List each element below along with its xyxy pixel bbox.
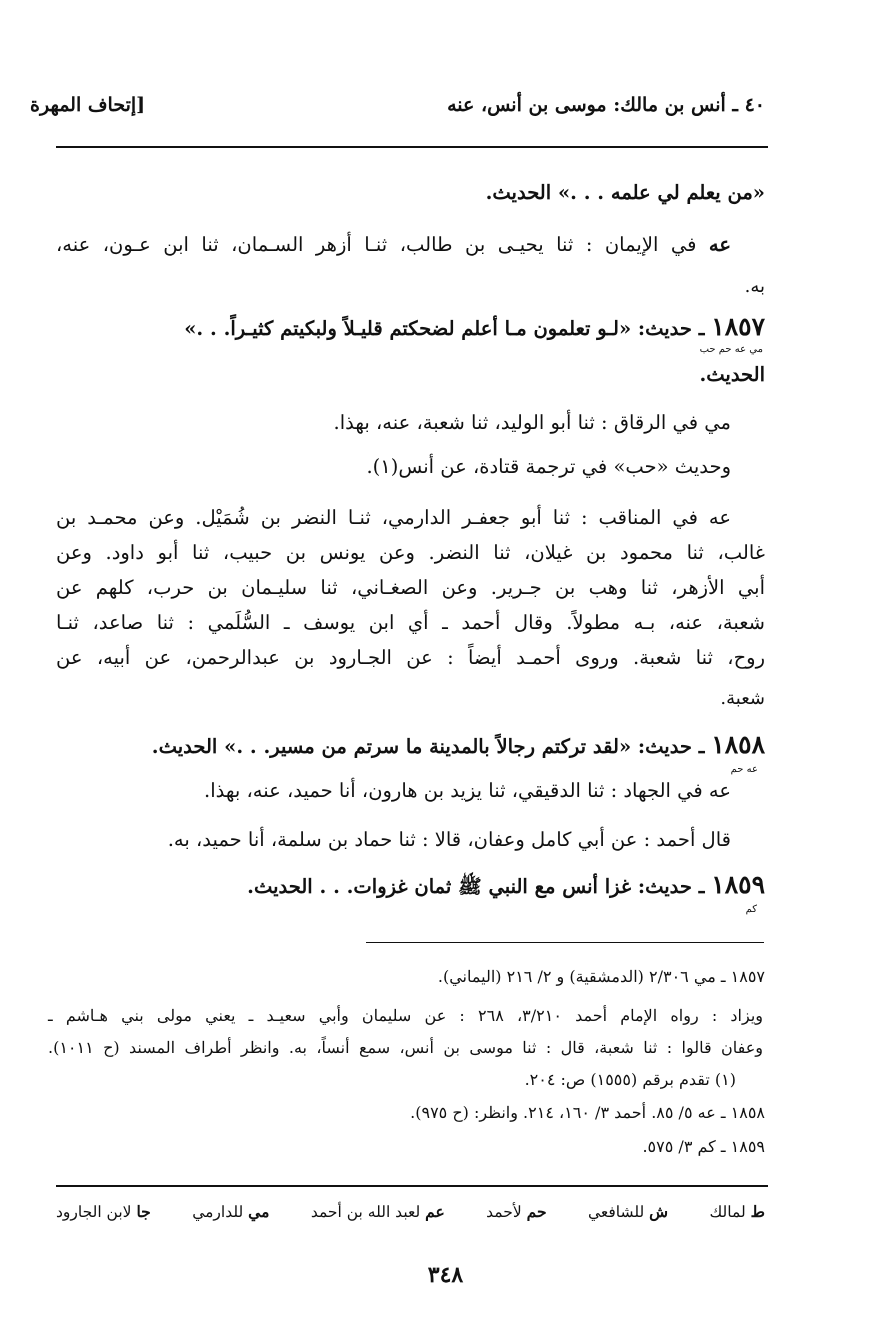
abbreviation-item — [56, 1202, 151, 1221]
header-book-title: [إتحاف المهرة — [30, 94, 146, 116]
text-line: شعبة. — [720, 688, 765, 709]
abbreviation-value: للشافعي — [587, 1203, 645, 1221]
text-line: شعبة، عنه، بـه مطولاً. وقال أحمد ـ أي ابن يوسف ـ السُّلَمي : ثنا صاعد، ثنـا — [56, 611, 765, 634]
footnote-rule — [366, 942, 764, 943]
abbreviation-item — [192, 1202, 269, 1221]
text-line: به. — [744, 276, 765, 297]
hadith-heading-1857 — [56, 312, 765, 344]
abbreviation-item — [709, 1202, 764, 1221]
hadith-sigla: كم — [745, 904, 757, 915]
abbreviation-key: عم — [425, 1202, 445, 1221]
abbreviation-value: للدارمي — [192, 1203, 244, 1221]
text-line: روح، ثنا شعبة. وروى أحمـد أيضاً : عن الجـارود بن عبدالرحمن، عن أبيه، عن — [56, 646, 765, 669]
text-line: غالب، ثنا محمود بن غيلان، ثنا النضر. وعن يونس بن حبيب، ثنا أبو داود. وعن — [56, 541, 765, 564]
abbreviation-key: جا — [136, 1202, 151, 1221]
footnote-line: ١٨٥٨ ـ عه ٥/ ٨٥. أحمد ٣/ ١٦٠، ٢١٤. وانظر: (ح ٩٧٥). — [410, 1103, 765, 1122]
running-header — [30, 94, 765, 128]
text-line: مي في الرقاق : ثنا أبو الوليد، ثنا شعبة، عنه، بهذا. — [333, 411, 731, 434]
text-line: عه في الإيمان : ثنا يحيـى بن طالب، ثنـا أزهر السـمان، ثنا ابن عـون، عنه، — [56, 233, 731, 256]
abbreviation-item — [311, 1202, 445, 1221]
abbreviation-key: ط — [750, 1202, 765, 1221]
text-line: عه في المناقب : ثنا أبو جعفـر الدارمي، ثنـا النضر بن شُمَيْل. وعن محمـد بن — [56, 506, 731, 529]
footnote-line: ١٨٥٧ ـ مي ٢/٣٠٦ (الدمشقية) و ٢/ ٢١٦ (اليماني). — [437, 967, 765, 986]
abbreviation-value: لأحمد — [486, 1203, 522, 1221]
hadith-number: ١٨٥٩ — [711, 870, 765, 899]
hadith-heading-1859 — [56, 870, 765, 902]
hadith-heading-text: ـ حديث: «لقد تركتم رجالاً بالمدينة ما سرتم من مسير. . .» الحديث. — [151, 735, 705, 758]
header-rule — [56, 146, 768, 148]
text-line: قال أحمد : عن أبي كامل وعفان، قالا : ثنا حماد بن سلمة، أنا حميد، به. — [167, 828, 731, 851]
hadith-heading-1858 — [56, 730, 765, 762]
abbreviation-value: لابن الجارود — [56, 1203, 132, 1221]
abbreviation-item — [486, 1202, 546, 1221]
header-chapter-title: ٤٠ ـ أنس بن مالك: موسى بن أنس، عنه — [447, 94, 765, 116]
hadith-heading-text: ـ حديث: «لـو تعلمون مـا أعلم لضحكتم قليـلاً ولبكيتم كثيـراً. . .» — [184, 317, 705, 340]
abbreviation-value: لمالك — [709, 1203, 746, 1221]
footnote-line: ويزاد : رواه الإمام أحمد ٣/٢١٠، ٢٦٨ : عن سليمان وأبي سعيـد ـ يعني مولى بني هـاشم ـ — [48, 1006, 764, 1025]
footnote-line: ١٨٥٩ ـ كم ٣/ ٥٧٥. — [642, 1137, 765, 1156]
abbreviation-key: مي — [248, 1202, 270, 1221]
footnote-line: وعفان قالوا : ثنا شعبة، قال : ثنا موسى بن أنس، سمع أنساً، به. وانظر أطراف المسند (ح ١٠١١). — [48, 1038, 763, 1057]
text-line: أبي الأزهر، ثنا وهب بن جـرير. وعن الصغـاني، ثنا سليـمان بن حرب، كلهم عن — [56, 576, 765, 599]
hadith-sigla: مي عه حم حب — [699, 344, 763, 355]
abbreviation-key: ش — [649, 1202, 669, 1221]
abbreviation-item — [588, 1202, 668, 1221]
text-line: عه في الجهاد : ثنا الدقيقي، ثنا يزيد بن هارون، أنا حميد، عنه، بهذا. — [204, 779, 731, 802]
abbreviation-key: حم — [526, 1202, 547, 1221]
hadith-sigla: عه حم — [730, 764, 758, 775]
page-number: ٣٤٨ — [427, 1262, 464, 1288]
footnote-line: (١) تقدم برقم (١٥٥٥) ص: ٢٠٤. — [524, 1070, 736, 1089]
text-line: الحديث. — [699, 363, 765, 386]
hadith-number: ١٨٥٧ — [711, 312, 765, 341]
text-line: «من يعلم لي علمه . . .» الحديث. — [485, 181, 765, 204]
legend-rule — [56, 1185, 768, 1187]
text-line: وحديث «حب» في ترجمة قتادة، عن أنس(١). — [366, 455, 731, 478]
hadith-heading-text: ـ حديث: غزا أنس مع النبي ﷺ ثمان غزوات. . . الحديث. — [247, 875, 705, 898]
abbreviations-legend — [56, 1202, 765, 1221]
hadith-number: ١٨٥٨ — [711, 730, 765, 759]
text-line-body: في الإيمان : ثنا يحيـى بن طالب، ثنـا أزهر السـمان، ثنا ابن عـون، عنه، — [56, 233, 697, 256]
abbreviation-value: لعبد الله بن أحمد — [310, 1203, 421, 1221]
